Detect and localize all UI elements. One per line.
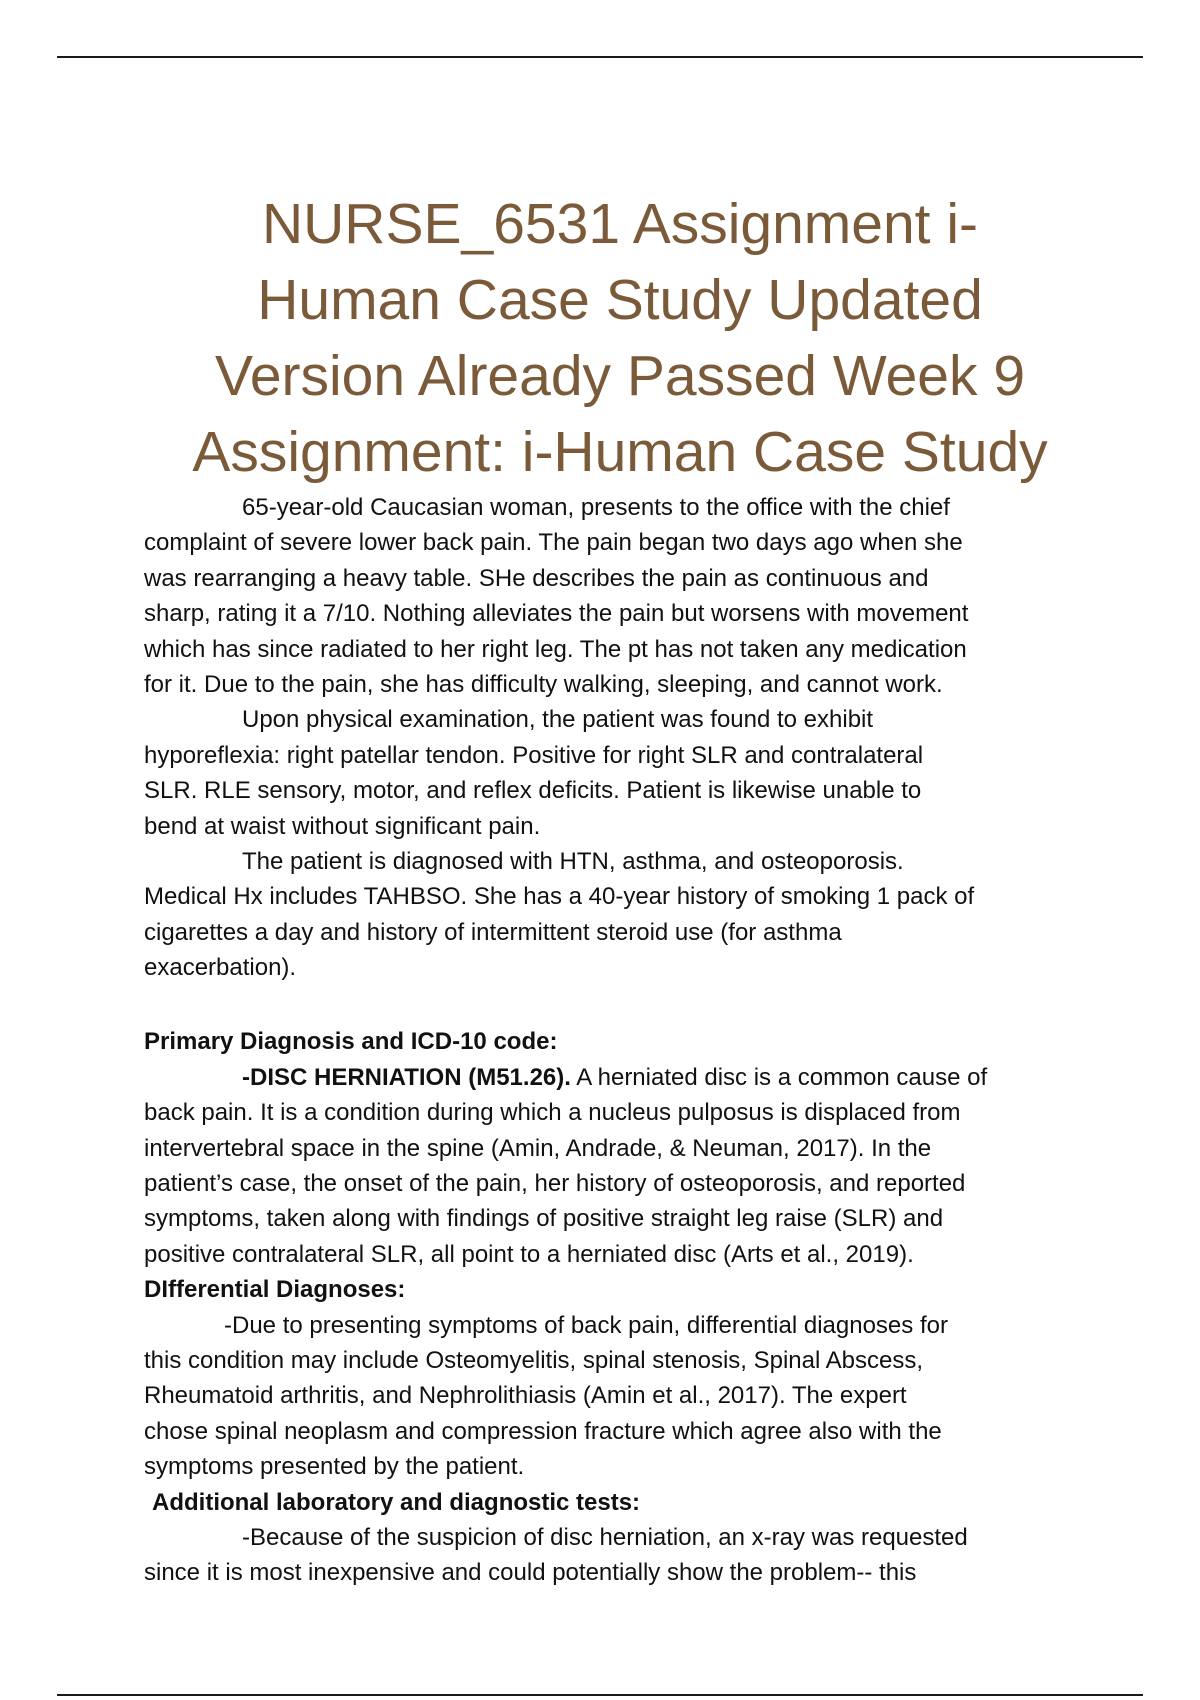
text-line: cigarettes a day and history of intermittent steroid use (for asthma bbox=[144, 918, 842, 946]
section-heading: Primary Diagnosis and ICD-10 code: bbox=[144, 1028, 558, 1056]
additional-tests-section bbox=[144, 1485, 1104, 1591]
bottom-divider bbox=[57, 1694, 1143, 1696]
text-line: this condition may include Osteomyelitis, spinal stenosis, Spinal Abscess, bbox=[144, 1346, 924, 1374]
primary-diagnosis-section bbox=[144, 1024, 1104, 1272]
title-line: Version Already Passed Week 9 bbox=[214, 344, 1026, 408]
document-title bbox=[100, 186, 1140, 490]
text-line: sharp, rating it a 7/10. Nothing alleviates the pain but worsens with movement bbox=[144, 600, 969, 628]
diagnosis-label: -DISC HERNIATION (M51.26). bbox=[242, 1063, 571, 1091]
text-line: for it. Due to the pain, she has difficulty walking, sleeping, and cannot work. bbox=[144, 670, 943, 698]
document-body bbox=[144, 490, 1104, 1591]
text-line: symptoms, taken along with findings of positive straight leg raise (SLR) and bbox=[144, 1205, 944, 1233]
text-line: back pain. It is a condition during which a nucleus pulposus is displaced from bbox=[144, 1099, 961, 1127]
title-line: NURSE_6531 Assignment i- bbox=[261, 192, 978, 256]
title-line: Assignment: i-Human Case Study bbox=[192, 420, 1048, 484]
medical-history-paragraph bbox=[144, 844, 1104, 986]
top-divider bbox=[57, 56, 1143, 58]
text-line: since it is most inexpensive and could potentially show the problem-- this bbox=[144, 1559, 917, 1587]
section-heading: Additional laboratory and diagnostic tests: bbox=[152, 1488, 641, 1516]
text-line: 65-year-old Caucasian woman, presents to the office with the chief bbox=[242, 494, 950, 521]
text-line: Rheumatoid arthritis, and Nephrolithiasis (Amin et al., 2017). The expert bbox=[144, 1382, 907, 1410]
text-line: bend at waist without significant pain. bbox=[144, 812, 541, 840]
text-line: Upon physical examination, the patient was found to exhibit bbox=[242, 706, 874, 734]
text-line: hyporeflexia: right patellar tendon. Positive for right SLR and contralateral bbox=[144, 741, 924, 769]
text-line: -DISC HERNIATION (M51.26). A herniated disc is a common cause of bbox=[242, 1063, 988, 1091]
text-line: intervertebral space in the spine (Amin, Andrade, & Neuman, 2017). In the bbox=[144, 1134, 932, 1162]
text-line: Medical Hx includes TAHBSO. She has a 40-year history of smoking 1 pack of bbox=[144, 883, 975, 911]
text-line: chose spinal neoplasm and compression fracture which agree also with the bbox=[144, 1417, 942, 1445]
text-line: -Due to presenting symptoms of back pain, differential diagnoses for bbox=[224, 1311, 948, 1339]
text-line: was rearranging a heavy table. SHe describes the pain as continuous and bbox=[144, 564, 929, 592]
section-heading: DIfferential Diagnoses: bbox=[144, 1276, 406, 1304]
text-line: patient’s case, the onset of the pain, her history of osteoporosis, and reported bbox=[144, 1170, 966, 1198]
text-line: which has since radiated to her right leg. The pt has not taken any medication bbox=[144, 635, 967, 663]
text-line: symptoms presented by the patient. bbox=[144, 1453, 525, 1481]
title-line: Human Case Study Updated bbox=[257, 268, 983, 332]
text-line: positive contralateral SLR, all point to a herniated disc (Arts et al., 2019). bbox=[144, 1240, 914, 1268]
spacer bbox=[144, 985, 1104, 1024]
case-intro-paragraph bbox=[144, 490, 1104, 702]
text-line: complaint of severe lower back pain. The pain began two days ago when she bbox=[144, 529, 963, 557]
text-line: SLR. RLE sensory, motor, and reflex deficits. Patient is likewise unable to bbox=[144, 777, 922, 805]
text-line: The patient is diagnosed with HTN, asthma, and osteoporosis. bbox=[242, 847, 904, 875]
text-line: -Because of the suspicion of disc herniation, an x-ray was requested bbox=[242, 1523, 968, 1551]
differential-diagnoses-section bbox=[144, 1272, 1104, 1484]
text-line: exacerbation). bbox=[144, 954, 297, 982]
physical-exam-paragraph bbox=[144, 702, 1104, 844]
